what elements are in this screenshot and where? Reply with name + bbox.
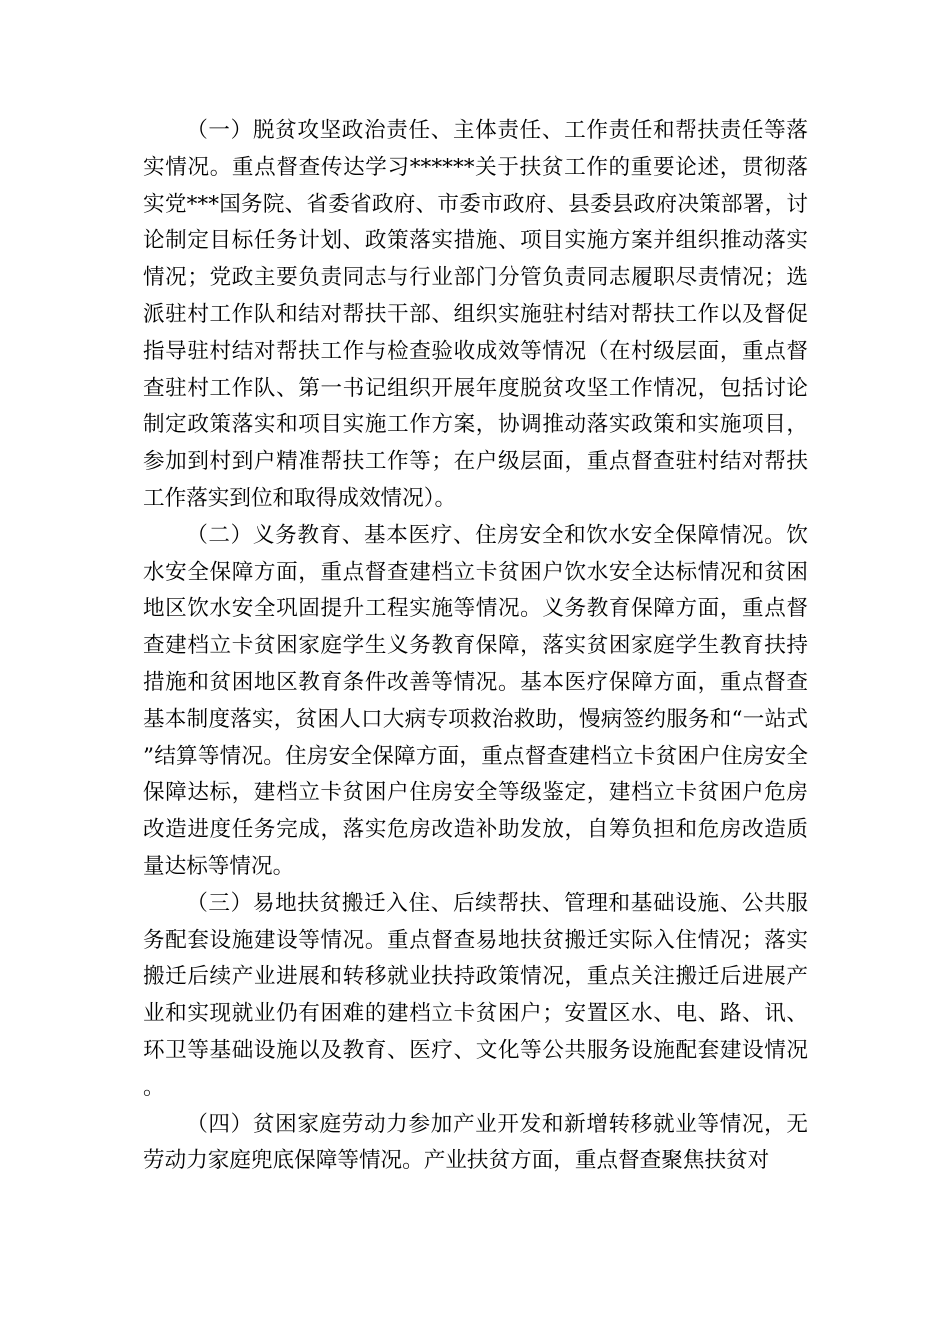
paragraph-3: （三）易地扶贫搬迁入住、后续帮扶、管理和基础设施、公共服务配套设施建设等情况。重点督查易地扶贫搬迁实际入住情况；落实搬迁后续产业进展和转移就业扶持政策情况，重点关注搬迁后进展产业和实现就业仍有困难的建档立卡贫困户；安置区水、电、路、讯、环卫等基础设施以及教育、医疗、文化等公共服务设施配套建设情况。	[143, 890, 808, 1100]
paragraph-1: （一）脱贫攻坚政治责任、主体责任、工作责任和帮扶责任等落实情况。重点督查传达学习******关于扶贫工作的重要论述，贯彻落实党***国务院、省委省政府、市委市政府、县委县政府决策部署，讨论制定目标任务计划、政策落实措施、项目实施方案并组织推动落实情况；党政主要负责同志与行业部门分管负责同志履职尽责情况；选派驻村工作队和结对帮扶干部、组织实施驻村结对帮扶工作以及督促指导驻村结对帮扶工作与检查验收成效等情况（在村级层面，重点督查驻村工作队、第一书记组织开展年度脱贫攻坚工作情况，包括讨论制定政策落实和项目实施工作方案，协调推动落实政策和实施项目，参加到村到户精准帮扶工作等；在户级层面，重点督查驻村结对帮扶工作落实到位和取得成效情况）。	[143, 118, 808, 511]
paragraph-2: （二）义务教育、基本医疗、住房安全和饮水安全保障情况。饮水安全保障方面，重点督查建档立卡贫困户饮水安全达标情况和贫困地区饮水安全巩固提升工程实施等情况。义务教育保障方面，重点督查建档立卡贫困家庭学生义务教育保障，落实贫困家庭学生教育扶持措施和贫困地区教育条件改善等情况。基本医疗保障方面，重点督查基本制度落实，贫困人口大病专项救治救助，慢病签约服务和“一站式”结算等情况。住房安全保障方面，重点督查建档立卡贫困户住房安全保障达标，建档立卡贫困户住房安全等级鉴定，建档立卡贫困户危房改造进度任务完成，落实危房改造补助发放，自筹负担和危房改造质量达标等情况。	[143, 522, 808, 879]
document-body	[143, 113, 808, 1180]
paragraph-4: （四）贫困家庭劳动力参加产业开发和新增转移就业等情况，无劳动力家庭兜底保障等情况。产业扶贫方面，重点督查聚焦扶贫对	[143, 1111, 808, 1174]
